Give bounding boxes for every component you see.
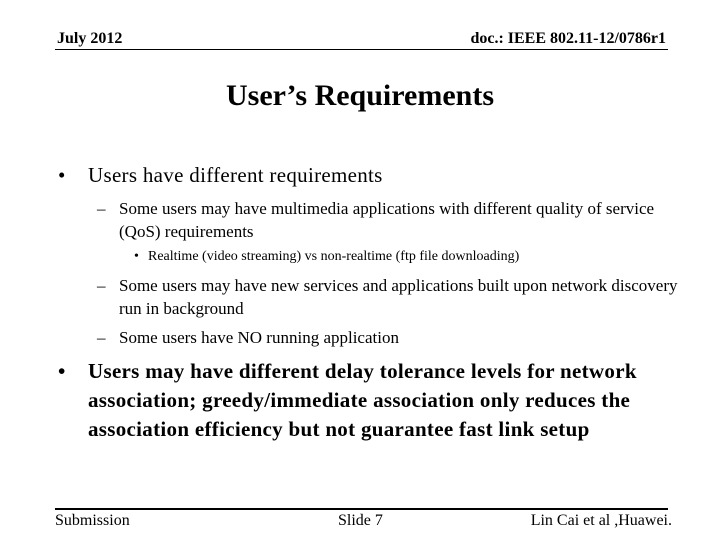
header-date: July 2012 [57,30,123,47]
bullet-icon: • [58,163,66,187]
bullet-icon: • [134,249,139,264]
footer-submission: Submission [55,512,130,529]
sub-sub-bullet-text: Realtime (video streaming) vs non-realtime (ftp file downloading) [148,249,520,264]
sub-sub-bullet-item [134,248,688,266]
footer-rule [55,508,668,510]
header-rule [55,49,668,50]
dash-icon: – [97,276,106,295]
bullet-icon: • [58,359,66,383]
sub-bullet-item [97,197,679,243]
sub-bullet-text: Some users have NO running application [119,328,399,347]
dash-icon: – [97,199,106,218]
bullet-text: Users have different requirements [88,163,383,187]
bullet-item [58,161,688,190]
slide-title: User’s Requirements [226,79,494,112]
sub-bullet-item [97,326,679,349]
sub-bullet-text: Some users may have multimedia applications with different quality of service (QoS) requirements [119,199,655,241]
header-doc-id: doc.: IEEE 802.11-12/0786r1 [470,30,666,47]
bullet-item [58,357,688,444]
footer-slide-number: Slide 7 [338,512,383,529]
footer-authors: Lin Cai et al ,Huawei. [530,512,672,529]
sub-bullet-item [97,274,679,320]
dash-icon: – [97,328,106,347]
sub-bullet-text: Some users may have new services and applications built upon network discovery run in background [119,276,678,318]
bullet-text: Users may have different delay tolerance levels for network association; greedy/immediate association only reduces the association efficiency but not guarantee fast link setup [88,359,637,441]
